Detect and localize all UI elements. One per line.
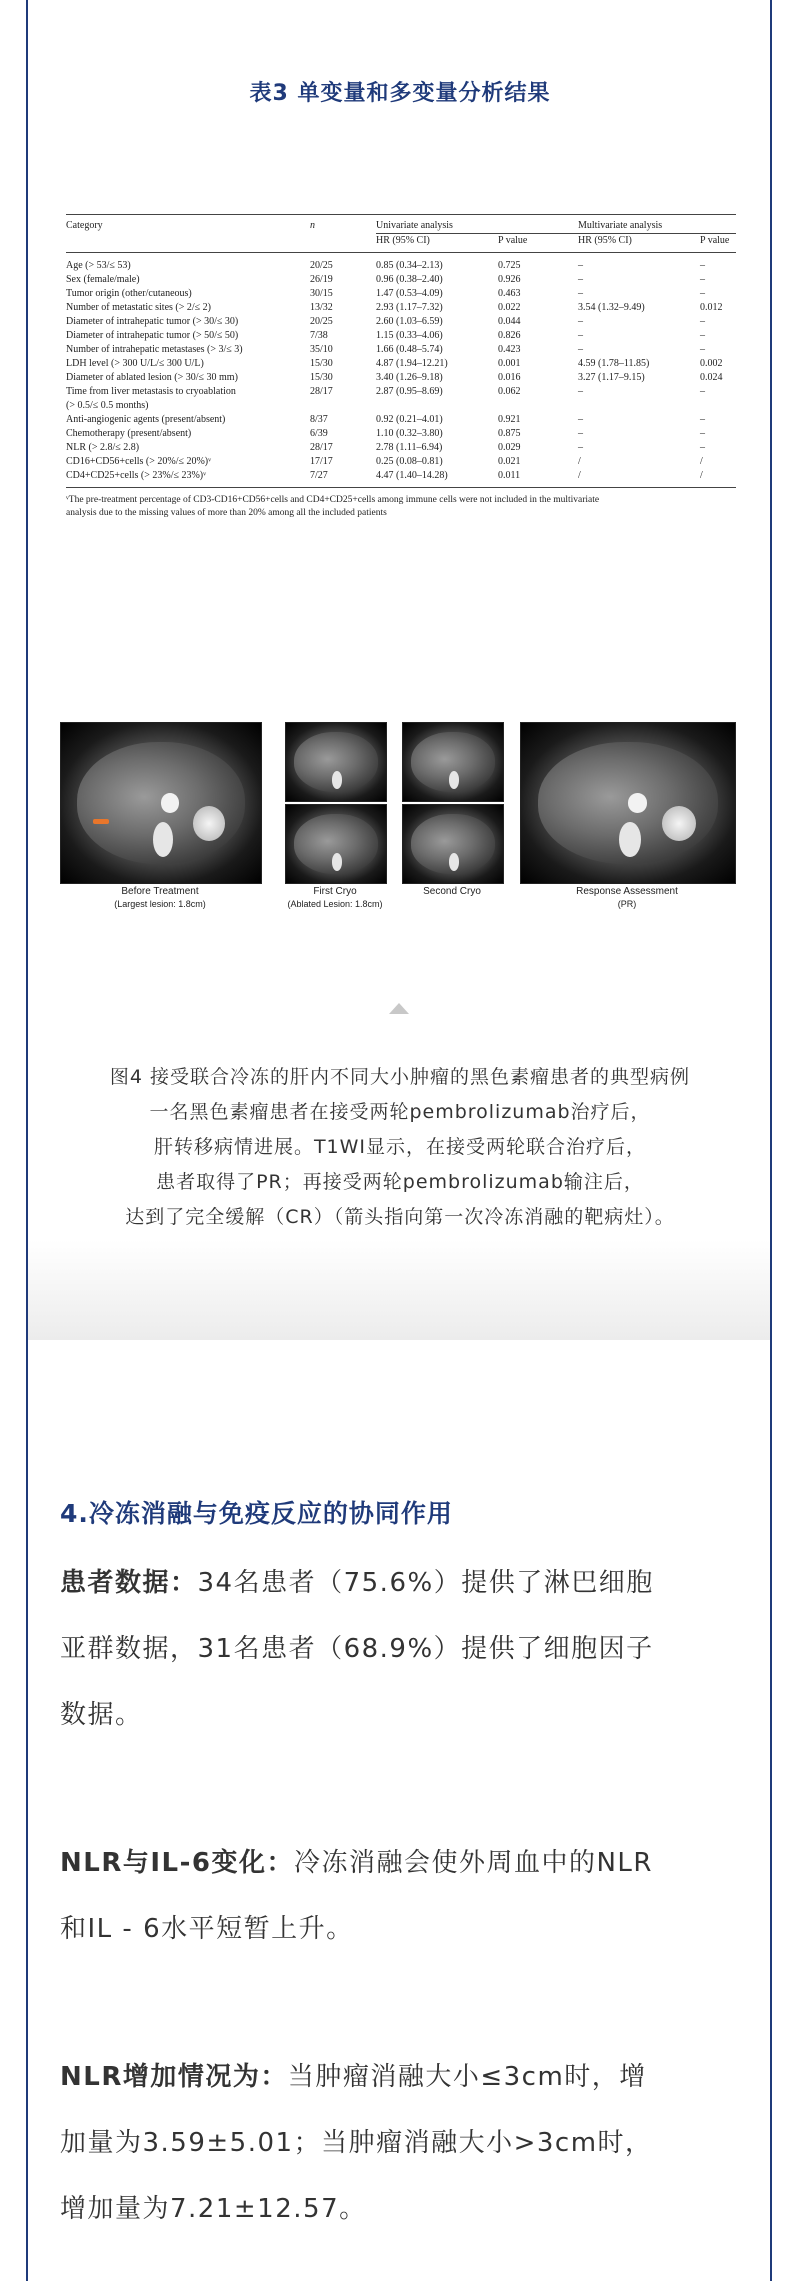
scan-spine <box>332 853 342 870</box>
table-cell: Number of intrahepatic metastases (> 3/≤ 3) <box>66 344 243 355</box>
header-multivariate-label: Multivariate analysis <box>578 220 663 231</box>
header-univariate <box>376 219 578 233</box>
scan-spine <box>619 822 640 857</box>
table-cell: NLR (> 2.8/≤ 2.8) <box>66 442 140 453</box>
scan-vessel <box>161 793 179 812</box>
table-cell: Time from liver metastasis to cryoablation <box>66 386 236 397</box>
table-cell: – <box>578 260 583 271</box>
table-cell: 6/39 <box>310 428 328 439</box>
table-cell: 0.25 (0.08–0.81) <box>376 456 443 467</box>
header-p-multi: P value <box>700 233 736 248</box>
table-cell: 2.78 (1.11–6.94) <box>376 442 443 453</box>
table-footnote <box>66 494 736 520</box>
scan-spine <box>449 771 459 788</box>
table-row <box>66 385 736 399</box>
table-row <box>66 399 736 413</box>
analysis-table <box>66 214 736 520</box>
table-row <box>66 343 736 357</box>
table-cell: 15/30 <box>310 358 333 369</box>
paragraph-label: NLR与IL-6变化： <box>60 1848 294 1878</box>
lesion-arrow-icon <box>93 819 109 824</box>
paragraph-text: 增加量为7.21±12.57。 <box>60 2194 367 2224</box>
table-cell: 15/30 <box>310 372 333 383</box>
footnote-line-2: analysis due to the missing values of more than 20% among all the included patients <box>66 508 387 518</box>
table-cell: – <box>700 386 705 397</box>
table-cell: Chemotherapy (present/absent) <box>66 428 192 439</box>
caption-line: 一名黑色素瘤患者在接受两轮pembrolizumab治疗后， <box>149 1101 651 1123</box>
table-cell: 3.27 (1.17–9.15) <box>578 372 645 383</box>
table-cell: 20/25 <box>310 260 333 271</box>
scan-first-cryo-bottom <box>285 804 387 884</box>
caption-line: 达到了完全缓解（CR）（箭头指向第一次冷冻消融的靶病灶）。 <box>125 1206 675 1228</box>
table-row <box>66 413 736 427</box>
table-row <box>66 441 736 455</box>
table-cell: 0.423 <box>498 344 521 355</box>
panel-sublabel: (PR) <box>617 899 637 909</box>
header-category: Category <box>66 220 103 231</box>
scan-second-cryo-bottom <box>402 804 504 884</box>
table-cell: 17/17 <box>310 456 333 467</box>
table-cell: 0.875 <box>498 428 521 439</box>
panel-caption-second-cryo <box>402 886 502 898</box>
table-row <box>66 357 736 371</box>
paragraph-text: 数据。 <box>60 1700 143 1730</box>
table-row <box>66 427 736 441</box>
table-top-rule <box>66 214 736 215</box>
table-cell: 1.15 (0.33–4.06) <box>376 330 443 341</box>
table-cell: 28/17 <box>310 386 333 397</box>
table-cell: 2.87 (0.95–8.69) <box>376 386 443 397</box>
paragraph-text: 当肿瘤消融大小≤3cm时，增 <box>287 2062 647 2092</box>
table-cell: – <box>578 330 583 341</box>
table-cell: 1.47 (0.53–4.09) <box>376 288 443 299</box>
triangle-up-icon <box>389 1003 409 1014</box>
table-row <box>66 371 736 385</box>
table-cell: – <box>700 316 705 327</box>
paragraph-patient-data <box>60 1550 750 1748</box>
table-bottom-rule <box>66 487 736 488</box>
table-cell: Tumor origin (other/cutaneous) <box>66 288 192 299</box>
table-cell: – <box>700 442 705 453</box>
table-cell: 7/38 <box>310 330 328 341</box>
table-row <box>66 469 736 483</box>
table-body <box>66 259 736 483</box>
table-row <box>66 455 736 469</box>
table-cell: (> 0.5/≤ 0.5 months) <box>66 400 149 411</box>
table-cell: 28/17 <box>310 442 333 453</box>
table-cell: / <box>700 470 703 481</box>
table-row <box>66 287 736 301</box>
section-divider-fade <box>28 1240 770 1340</box>
paragraph-label: 患者数据： <box>60 1568 198 1598</box>
table-cell: 0.022 <box>498 302 521 313</box>
table-cell: 4.59 (1.78–11.85) <box>578 358 650 369</box>
panel-sublabel: (Ablated Lesion: 1.8cm) <box>287 899 383 909</box>
paragraph-text: 34名患者（75.6%）提供了淋巴细胞 <box>197 1568 654 1598</box>
table-cell: 1.66 (0.48–5.74) <box>376 344 443 355</box>
scan-spine <box>332 771 342 788</box>
table-cell: Age (> 53/≤ 53) <box>66 260 131 271</box>
table-cell: 0.463 <box>498 288 521 299</box>
table-cell: 0.011 <box>498 470 521 481</box>
table-cell: 2.60 (1.03–6.59) <box>376 316 443 327</box>
table-cell: 1.10 (0.32–3.80) <box>376 428 443 439</box>
table-row <box>66 315 736 329</box>
table-row <box>66 273 736 287</box>
table-cell: – <box>700 274 705 285</box>
table-cell: / <box>578 470 581 481</box>
scan-response-assessment <box>520 722 736 884</box>
header-multivariate <box>578 219 736 233</box>
table-cell: 0.001 <box>498 358 521 369</box>
table-header-row-2 <box>66 233 736 248</box>
header-p-uni: P value <box>498 233 578 248</box>
table-cell: 4.47 (1.40–14.28) <box>376 470 448 481</box>
table-cell <box>498 399 578 413</box>
table-cell: 0.85 (0.34–2.13) <box>376 260 443 271</box>
table-row <box>66 259 736 273</box>
table-cell: 8/37 <box>310 414 328 425</box>
table-cell: 30/15 <box>310 288 333 299</box>
caption-line: 患者取得了PR；再接受两轮pembrolizumab输注后， <box>156 1171 644 1193</box>
paragraph-text: 和IL - 6水平短暂上升。 <box>60 1914 354 1944</box>
table-cell: Diameter of ablated lesion (> 30/≤ 30 mm) <box>66 372 238 383</box>
table-cell: 0.016 <box>498 372 521 383</box>
table-cell: 3.40 (1.26–9.18) <box>376 372 443 383</box>
table-cell: 0.044 <box>498 316 521 327</box>
panel-caption-first-cryo <box>275 886 395 910</box>
panel-sublabel: (Largest lesion: 1.8cm) <box>114 899 206 909</box>
paragraph-text: 亚群数据，31名患者（68.9%）提供了细胞因子 <box>60 1634 654 1664</box>
table-cell: 3.54 (1.32–9.49) <box>578 302 645 313</box>
table-cell: – <box>578 428 583 439</box>
table-cell: – <box>700 344 705 355</box>
paragraph-nlr-il6 <box>60 1830 750 1962</box>
table-cell: – <box>578 442 583 453</box>
table-cell: – <box>578 414 583 425</box>
table-cell <box>376 399 498 413</box>
table-title: 表3 单变量和多变量分析结果 <box>249 81 551 106</box>
table-cell: 0.926 <box>498 274 521 285</box>
scan-first-cryo-top <box>285 722 387 802</box>
table-cell: CD4+CD25+cells (> 23%/≤ 23%)ᵛ <box>66 470 207 481</box>
panel-label: First Cryo <box>313 886 357 897</box>
header-hr-uni: HR (95% CI) <box>376 233 498 248</box>
section-title: 4.冷冻消融与免疫反应的协同作用 <box>60 1499 453 1528</box>
table-cell: / <box>578 456 581 467</box>
table-cell: – <box>700 260 705 271</box>
paragraph-label: NLR增加情况为： <box>60 2062 288 2092</box>
table-cell: 20/25 <box>310 316 333 327</box>
table-header-rule <box>66 252 736 253</box>
header-hr-multi: HR (95% CI) <box>578 233 700 248</box>
scan-spine <box>449 853 459 870</box>
caption-line: 图4 接受联合冷冻的肝内不同大小肿瘤的黑色素瘤患者的典型病例 <box>109 1066 691 1088</box>
table-row <box>66 301 736 315</box>
table-cell: LDH level (> 300 U/L/≤ 300 U/L) <box>66 358 204 369</box>
table-cell: – <box>578 274 583 285</box>
table-cell: – <box>700 330 705 341</box>
table-cell: 0.021 <box>498 456 521 467</box>
caption-line: 肝转移病情进展。T1WI显示，在接受两轮联合治疗后， <box>153 1136 647 1158</box>
table-cell: Sex (female/male) <box>66 274 140 285</box>
table-cell: 0.92 (0.21–4.01) <box>376 414 443 425</box>
table-cell: – <box>700 288 705 299</box>
table-cell <box>700 399 736 413</box>
table-cell: Diameter of intrahepatic tumor (> 50/≤ 50) <box>66 330 239 341</box>
table-cell: – <box>700 428 705 439</box>
table-cell: – <box>578 386 583 397</box>
table-cell: 0.96 (0.38–2.40) <box>376 274 443 285</box>
table-cell: – <box>578 288 583 299</box>
paragraph-nlr-increase <box>60 2044 750 2242</box>
table-cell: 2.93 (1.17–7.32) <box>376 302 443 313</box>
table-cell: 4.87 (1.94–12.21) <box>376 358 448 369</box>
panel-label: Response Assessment <box>576 886 678 897</box>
header-univariate-label: Univariate analysis <box>376 220 453 231</box>
paragraph-text: 加量为3.59±5.01；当肿瘤消融大小>3cm时， <box>60 2128 653 2158</box>
table-cell: 0.826 <box>498 330 521 341</box>
scan-before-treatment <box>60 722 262 884</box>
table-cell: Diameter of intrahepatic tumor (> 30/≤ 30) <box>66 316 239 327</box>
scan-vessel <box>628 793 647 812</box>
table-cell: Number of metastatic sites (> 2/≤ 2) <box>66 302 211 313</box>
table-cell: CD16+CD56+cells (> 20%/≤ 20%)ᵛ <box>66 456 212 467</box>
table-cell: 7/27 <box>310 470 328 481</box>
table-cell: – <box>578 344 583 355</box>
table-cell: Anti-angiogenic agents (present/absent) <box>66 414 226 425</box>
panel-label: Second Cryo <box>423 886 481 897</box>
table-cell: 0.029 <box>498 442 521 453</box>
table-cell: 0.024 <box>700 372 723 383</box>
table-cell <box>578 399 700 413</box>
footnote-line-1: ᵛThe pre-treatment percentage of CD3-CD16+CD56+cells and CD4+CD25+cells among immune cells were not included in the multivariate <box>66 495 600 505</box>
table-cell: 13/32 <box>310 302 333 313</box>
panel-caption-response <box>520 886 734 910</box>
table-cell: 0.921 <box>498 414 521 425</box>
panel-label: Before Treatment <box>121 886 199 897</box>
paragraph-text: 冷冻消融会使外周血中的NLR <box>293 1848 653 1878</box>
header-n: n <box>310 220 315 231</box>
scan-second-cryo-top <box>402 722 504 802</box>
table-cell: 0.002 <box>700 358 723 369</box>
table-cell: 0.062 <box>498 386 521 397</box>
table-cell: 0.012 <box>700 302 723 313</box>
table-cell: 35/10 <box>310 344 333 355</box>
table-cell: / <box>700 456 703 467</box>
table-cell: 0.725 <box>498 260 521 271</box>
figure-caption <box>30 1060 770 1235</box>
table-cell: 26/19 <box>310 274 333 285</box>
table-cell: – <box>700 414 705 425</box>
table-row <box>66 329 736 343</box>
panel-caption-before <box>60 886 260 910</box>
table-header-row-1 <box>66 219 736 233</box>
table-cell: – <box>578 316 583 327</box>
table-cell <box>310 399 376 413</box>
